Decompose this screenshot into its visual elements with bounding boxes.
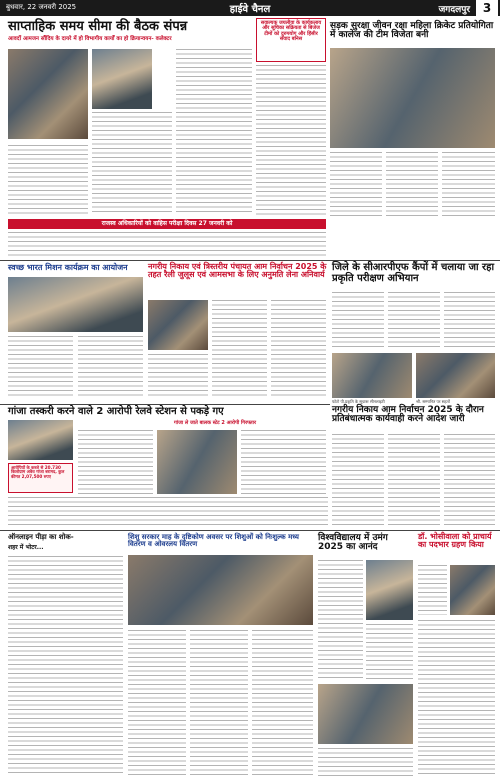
section-divider: [0, 260, 500, 261]
story5-body-col2: [271, 300, 326, 396]
story6-headline: जिले के सीआरपीएफ कैंपों में चलाया जा रहा प्रकृति परीक्षण अभियान: [332, 262, 495, 284]
story6-body-col1: [332, 292, 384, 350]
story1-photo: [8, 49, 88, 139]
story4-photo: [8, 277, 143, 332]
story6-body-col3: [444, 292, 495, 350]
story2-body-col1: [330, 152, 382, 217]
story9-body-col2: [190, 630, 248, 776]
callout-text: सवाल्यक जयलीवा के कार्यकलाय और सूचिका सक्रियता से बिजेज टीमों को दुरुपयोग और हिंसीर संवाद बनिस: [260, 20, 322, 42]
story10-photo-2: [318, 684, 413, 744]
story8-body-col1: [332, 434, 384, 527]
story9-body-col3: [252, 630, 313, 776]
story8-body-col3: [444, 434, 495, 527]
story6-photo-2: [416, 353, 495, 398]
story3-body: [8, 232, 326, 256]
story5-headline: नगरीय निकाय एवं त्रिस्तरीय पंचायत आम निर्वाचन 2025 के तहत रैली जुलूस एवं आमसभा के लिए अनुमति लेना अनिवार्य: [148, 262, 327, 280]
story1-photo-2: [92, 49, 152, 109]
callout-box: [256, 18, 326, 62]
story9-body-col1: [128, 630, 186, 776]
section-divider-2: [0, 404, 330, 405]
story12-body: [8, 556, 123, 776]
story9-headline: शिशु सरकार माह के दृष्टिकोण अवसर पर शिशुओं को निःशुल्क मध्य वितरण व ओवरलय वितरण: [128, 533, 299, 549]
story10-body-bottom: [318, 748, 413, 776]
story4-body-col2: [78, 336, 143, 396]
story11-portrait: [450, 565, 495, 615]
story12-subhead: शहर में भोटर...: [8, 544, 44, 551]
story9-photo: [128, 555, 313, 625]
story2-body-col2: [386, 152, 438, 217]
story6-caption-2: श्री. सम्मानित पर सहतों: [416, 399, 450, 404]
story10-body-col2: [366, 624, 413, 680]
story1-body-col3: [176, 49, 252, 215]
story10-photo: [366, 560, 413, 620]
story4-headline: स्वच्छ भारत मिशन कार्यक्रम का आयोजन: [8, 263, 128, 272]
story1-subhead: आवर्दो आमजन सौंदिय के दायरे में हो विभागीय कार्यों का हो क्रियान्वयन- कलेक्टर: [8, 36, 172, 42]
section-divider-3: [0, 530, 500, 531]
story7-body-col1: [78, 430, 153, 494]
story6-photo-1: [332, 353, 412, 398]
story7-body-col2: [241, 430, 326, 494]
story7-sidebox: [8, 463, 73, 493]
edition-city: जगदलपुर: [438, 5, 470, 15]
story10-body-col1: [318, 560, 363, 680]
paper-title: हाईवे चैनल: [229, 4, 271, 15]
story2-body-col3: [442, 152, 495, 217]
story7-body-bottom: [8, 497, 328, 527]
story8-body-col2: [388, 434, 440, 527]
story7-headline: गांजा तस्करी करने वाले 2 आरोपी रेलवे स्टेशन से पकड़े गए: [8, 406, 224, 417]
story1-body-col1: [8, 145, 88, 215]
story4-body-col1: [8, 336, 73, 396]
issue-date: बुधवार, 22 जनवरी 2025: [6, 3, 77, 11]
story5-body-col0: [148, 354, 208, 396]
story11-body-col1: [418, 565, 447, 615]
story-center-body: [256, 65, 326, 215]
story8-headline: नगरीय निकाय आम निर्वाचन 2025 के दौरान प्रतिबंधात्मक कार्यवाही करने आदेश जारी: [332, 405, 484, 425]
page-number: 3: [476, 0, 498, 16]
story11-headline: डॉ. भोसीवाला को प्राचार्य का पदभार ग्रहण किया: [418, 532, 492, 550]
story3-headline: राजस्व अधिकारियों को वाहिस परीक्षा दिवस 27 जनवरी को: [8, 219, 326, 229]
story2-photo: [330, 48, 495, 148]
story1-body-col2: [92, 112, 172, 215]
story6-caption-1: फोटो पी.प्रकृति के सूचारू सीनलाइटी: [332, 399, 385, 404]
story11-body-col2: [418, 620, 495, 776]
story6-body-col2: [388, 292, 440, 350]
story12-headline: ऑनलाइन पीड़ा का शोक-: [8, 533, 74, 541]
story10-headline: विश्वविद्यालय में उमंग 2025 का आनंद: [318, 533, 388, 553]
story2-headline: सड़क सुरक्षा जीवन रक्षा महिला क्रिकेट प्रतियोगिता में कालेज की टीम विजेता बनी: [330, 21, 494, 41]
story7-photo-2: [157, 430, 237, 494]
story7-subhead: गांजा ले जाते बालक स्टेट 2 आरोपी गिरफ्तार: [173, 420, 256, 426]
story7-sidebox-text: आरोपियों के कब्जे से 20.730 किलोग्राम अवैध गांजा बरामद, कुल कीमत 2,07,500 रुपए: [11, 465, 65, 479]
story1-headline: साप्ताहिक समय सीमा की बैठक संपन्न: [8, 19, 188, 34]
story5-photo: [148, 300, 208, 350]
story5-body-col1: [212, 300, 267, 396]
story7-photo: [8, 420, 73, 460]
